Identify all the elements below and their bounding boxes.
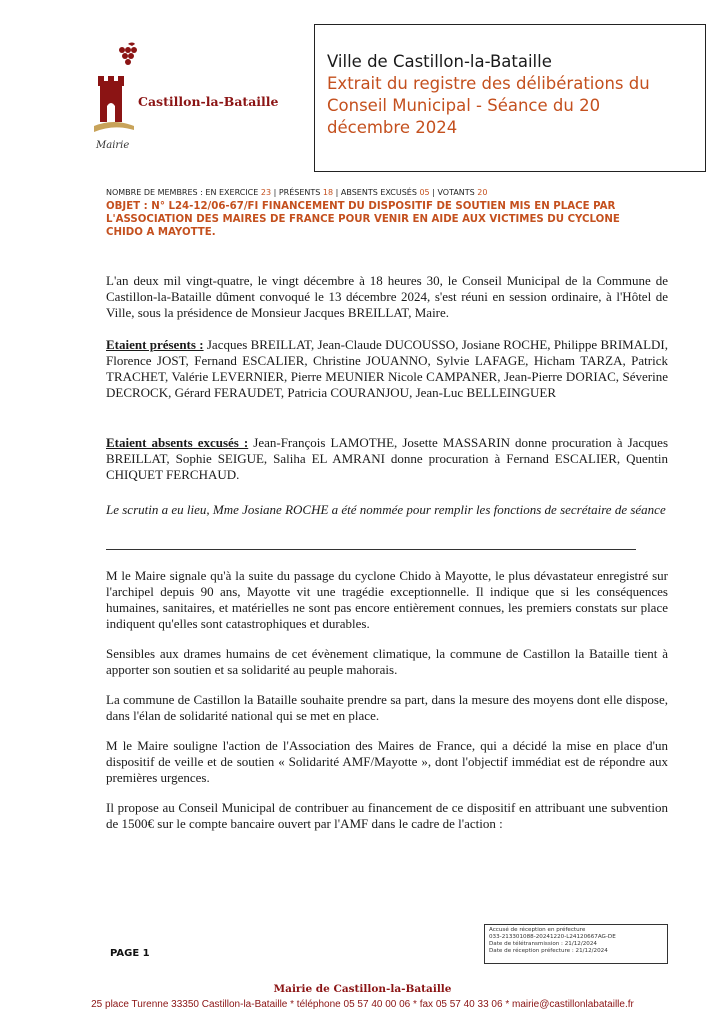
register-title-line-1: Extrait du registre des délibérations du bbox=[327, 74, 650, 93]
absents-paragraph bbox=[106, 435, 668, 483]
votants-count: 20 bbox=[477, 188, 488, 197]
stamp-line: Accusé de réception en préfecture bbox=[489, 927, 586, 933]
stamp-line: 033-213301088-20241220-L24120667AG-DE bbox=[489, 934, 616, 940]
body-paragraph: M le Maire souligne l'action de l'Association des Maires de France, qui a décidé la mise en place d'un dispositif de veille et de soutien « Solidarité AMF/Mayotte », dont l'objectif immédiat est de répondre aux premières urgences. bbox=[106, 738, 668, 785]
deliberation-object: OBJET : N° L24-12/06-67/FI FINANCEMENT DU DISPOSITIF DE SOUTIEN MIS EN PLACE PAR L'ASSOCIATION DES MAIRES DE FRANCE POUR VENIR EN AIDE AUX VICTIMES DU CYCLONE CHIDO A MAYOTTE. bbox=[106, 201, 620, 238]
body-paragraph: La commune de Castillon la Bataille souhaite prendre sa part, dans la mesure des moyens dont elle dispose, dans l'élan de solidarité national qui se met en place. bbox=[106, 692, 668, 723]
stamp-line: Date de télétransmission : 21/12/2024 bbox=[489, 941, 597, 947]
presents-count: 18 bbox=[322, 188, 334, 197]
absents-label: | ABSENTS EXCUSÉS bbox=[333, 188, 420, 197]
votants-label: | VOTANTS bbox=[429, 188, 478, 197]
body-paragraph: Sensibles aux drames humains de cet évènement climatique, la commune de Castillon la Bataille tient à apporter son soutien et sa solidarité au peuple mahorais. bbox=[106, 646, 668, 677]
absents-list: Jean-François LAMOTHE, Josette MASSARIN donne procuration à Jacques BREILLAT, Sophie SEIGUE, Saliha EL AMRANI donne procuration à Fernand ESCALIER, Quentin CHIQUET FERCHAUD. bbox=[106, 435, 669, 482]
town-title: Ville de Castillon-la-Bataille bbox=[327, 52, 552, 71]
presents-label: | PRÉSENTS bbox=[271, 188, 323, 197]
members-count bbox=[106, 188, 626, 197]
members-prefix: NOMBRE DE MEMBRES : EN EXERCICE bbox=[106, 188, 261, 197]
grapes-icon bbox=[114, 42, 144, 72]
tower-icon bbox=[94, 72, 134, 134]
scrutin-paragraph: Le scrutin a eu lieu, Mme Josiane ROCHE a été nommée pour remplir les fonctions de secrétaire de séance bbox=[106, 502, 666, 517]
logo-town-name: Castillon-la-Bataille bbox=[138, 94, 279, 109]
intro-paragraph: L'an deux mil vingt-quatre, le vingt décembre à 18 heures 30, le Conseil Municipal de la Commune de Castillon-la-Bataille dûment convoqué le 13 décembre 2024, s'est réuni en session ordinaire, à l'Hôtel de Ville, sous la présidence de Monsieur Jacques BREILLAT, Maire. bbox=[106, 273, 668, 320]
logo-caption: Mairie bbox=[96, 140, 130, 151]
footer-address: 25 place Turenne 33350 Castillon-la-Bataille * téléphone 05 57 40 00 06 * fax 05 57 40 33 06 * mairie@castillonlabataille.fr bbox=[91, 999, 634, 1010]
register-title-line-3: décembre 2024 bbox=[327, 118, 458, 137]
stamp-line: Date de réception préfecture : 21/12/2024 bbox=[489, 948, 608, 954]
body-paragraph: M le Maire signale qu'à la suite du passage du cyclone Chido à Mayotte, le plus dévastateur enregistré sur l'archipel depuis 90 ans, Mayotte vit une tragédie exceptionnelle. Il indique que si les conséquences humaines, sanitaires, et matérielles ne sont pas encore entièrement connues, les premiers constats sur place indiquent qu'elles sont catastrophiques et durables. bbox=[106, 568, 668, 631]
page-number: PAGE 1 bbox=[110, 948, 150, 959]
presents-paragraph bbox=[106, 337, 668, 401]
body-paragraph: Il propose au Conseil Municipal de contribuer au financement de ce dispositif en attribuant une subvention de 1500€ sur le compte bancaire ouvert par l'AMF dans le cadre de l'action : bbox=[106, 800, 668, 831]
presents-list: Jacques BREILLAT, Jean-Claude DUCOUSSO, Josiane ROCHE, Philippe BRIMALDI, Florence JOST, Fernand ESCALIER, Christine JOUANNO, Sylvie LAFAGE, Hicham TARZA, Patrick TRACHET, Valérie LEVERNIER, Pierre MEUNIER Nicole CAMPANER, Jean-Pierre DORIAC, Séverine DECROCK, Gérard FERAUDET, Patricia COURANJOU, Jean-Luc BELLEINGUER bbox=[106, 337, 668, 400]
members-en-exercice: 23 bbox=[260, 188, 272, 197]
header-box bbox=[314, 24, 706, 172]
absents-heading: Etaient absents excusés : bbox=[106, 435, 249, 450]
footer-town-hall: Mairie de Castillon-la-Bataille bbox=[273, 983, 452, 995]
prefecture-receipt-stamp bbox=[484, 924, 668, 964]
absents-count: 05 bbox=[419, 188, 430, 197]
town-logo bbox=[86, 42, 286, 151]
register-title-line-2: Conseil Municipal - Séance du 20 bbox=[327, 96, 601, 115]
presents-heading: Etaient présents : bbox=[106, 337, 204, 352]
separator-line bbox=[106, 549, 636, 550]
